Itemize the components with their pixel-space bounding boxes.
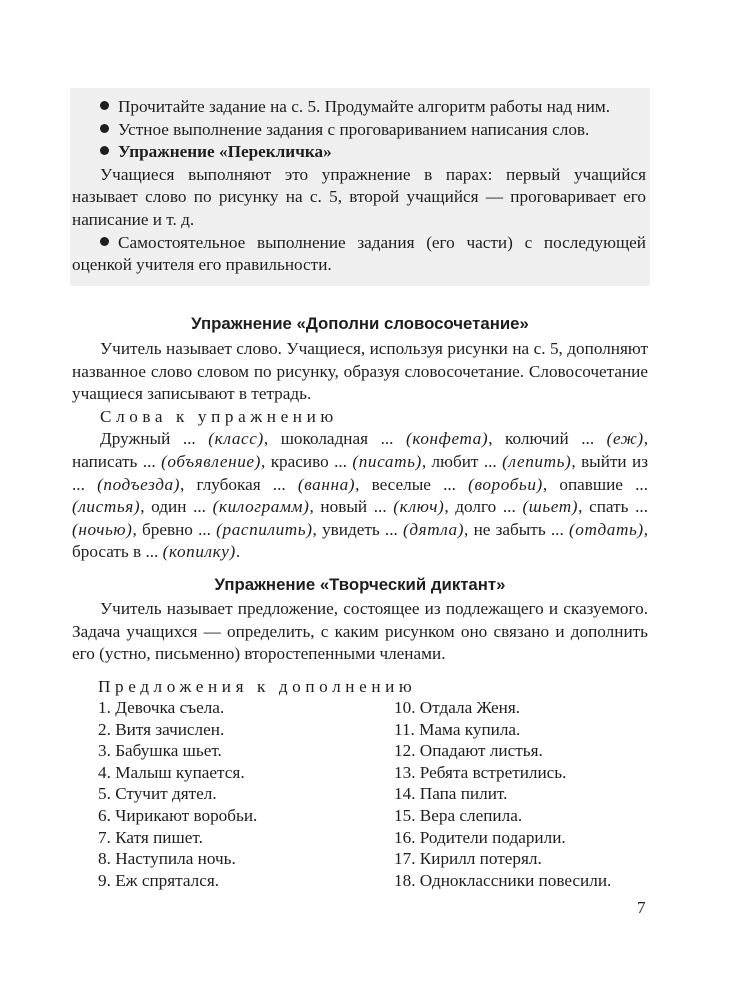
pair-word: один ... <box>151 497 213 517</box>
pair-answer: (ванна) <box>297 474 356 494</box>
pair-word: не забыть ... <box>473 519 569 539</box>
pair-answer: (шьет) <box>522 497 579 517</box>
sentence-item: 13. Ребята встретились. <box>394 762 567 782</box>
pair-word: выйти из ... <box>72 451 649 494</box>
bullet-icon <box>100 146 109 155</box>
pair-answer: (класс) <box>208 429 264 449</box>
pair-word: красиво ... <box>270 451 353 471</box>
pair-answer: (копилку) <box>162 542 236 562</box>
pair-answer: (отдать) <box>568 519 644 539</box>
sentence-item: 17. Кирилл потерял. <box>394 849 542 869</box>
page-number: 7 <box>637 898 646 917</box>
step-oral: Устное выполнение задания с проговариванием написания слов. <box>72 119 646 142</box>
sentence-column-right <box>394 697 694 891</box>
pair-answer: (листья) <box>72 497 141 517</box>
sentence-item: 7. Катя пишет. <box>98 827 203 847</box>
pair-answer: (еж) <box>606 429 644 449</box>
pair-word: написать ... <box>72 451 162 471</box>
pair-word: глубокая ... <box>196 474 298 494</box>
sentence-item: 1. Девочка съела. <box>98 698 225 717</box>
pair-word: новый ... <box>320 497 394 517</box>
pair-word: веселые ... <box>371 474 469 494</box>
section-word-combination <box>72 338 648 564</box>
section-subheading: Предложения к дополнению <box>98 677 417 696</box>
sentence-item: 10. Отдала Женя. <box>394 698 521 717</box>
method-steps <box>72 96 646 277</box>
pair-answer: (распилить) <box>216 519 313 539</box>
sentence-item: 15. Вера слепила. <box>394 805 523 825</box>
pair-word: увидеть ... <box>322 519 403 539</box>
sentence-item: 4. Малыш купается. <box>98 762 245 782</box>
pair-answer: (подъезда) <box>97 474 181 494</box>
sentence-item: 16. Родители подарили. <box>394 827 566 847</box>
pair-answer: (лепить) <box>502 451 572 471</box>
sentence-item: 18. Одноклассники повесили. <box>394 870 612 890</box>
sentence-item: 8. Наступила ночь. <box>98 849 236 869</box>
section-heading-creative-dictation: Упражнение «Творческий диктант» <box>214 575 506 594</box>
section-subheading: Слова к упражнению <box>100 406 338 426</box>
section-heading-word-combination: Упражнение «Дополни словосочетание» <box>191 314 529 333</box>
pair-word: долго ... <box>455 497 523 517</box>
sentence-item: 6. Чирикают воробьи. <box>98 805 258 825</box>
word-pairs: Дружный ... (класс), шоколадная ... (конфета), колючий ... (еж), написать ... (объявление), красиво ... (писать), любит ... (лепить), выйти из ... (подъезда), глубокая ... (ванна), веселые ... (воробьи), опавшие ... (листья), один ... (килограмм), новый ... (ключ), долго ... (шьет), спать ... (ночью), бревно ... (распилить), увидеть ... (дятла), не забыть ... (отдать), бросать в ... (копилку). <box>72 429 649 562</box>
bullet-icon <box>100 101 109 110</box>
bullet-icon <box>100 124 109 133</box>
step-independent: Самостоятельное выполнение задания (его части) с последующей оценкой учителя его правильности. <box>72 232 646 275</box>
step-read-task: Прочитайте задание на с. 5. Продумайте алгоритм работы над ним. <box>72 96 646 119</box>
sentence-item: 14. Папа пилит. <box>394 784 508 804</box>
sentence-item: 3. Бабушка шьет. <box>98 741 222 761</box>
sentence-item: 11. Мама купила. <box>394 719 521 739</box>
pair-answer: (килограмм) <box>212 497 310 517</box>
pair-answer: (ключ) <box>393 497 445 517</box>
pair-word: шоколадная ... <box>280 429 407 449</box>
pair-word: любит ... <box>431 451 503 471</box>
pair-word: бревно ... <box>141 519 217 539</box>
pair-answer: (воробьи) <box>468 474 543 494</box>
sentence-column-left <box>98 697 398 891</box>
sentence-item: 12. Опадают листья. <box>394 741 543 761</box>
pair-answer: (писать) <box>352 451 422 471</box>
sentences-subheading-wrap <box>98 676 674 699</box>
sentence-item: 2. Витя зачислен. <box>98 719 225 739</box>
pair-word: Дружный ... <box>100 429 209 449</box>
sentence-item: 9. Еж спрятался. <box>98 870 220 890</box>
pair-answer: (объявление) <box>161 451 261 471</box>
pair-word: бросать в ... <box>72 542 163 562</box>
section-intro: Учитель называет предложение, состоящее из подлежащего и сказуемого. Задача учащихся — определить, с каким рисунком оно связано и дополнить его (устно, письменно) второстепенными членами. <box>72 599 648 664</box>
pair-word: опавшие ... <box>559 474 649 494</box>
pair-word: спать ... <box>589 497 648 517</box>
pair-answer: (конфета) <box>406 429 489 449</box>
sentence-item: 5. Стучит дятел. <box>98 784 217 804</box>
section-creative-dictation <box>72 598 648 666</box>
pair-answer: (дятла) <box>403 519 465 539</box>
pair-answer: (ночью) <box>72 519 133 539</box>
step-exercise-description: Учащиеся выполняют это упражнение в парах: первый учащийся называет слово по рисунку на с. 5, второй учащийся — проговаривает его написание и т. д. <box>72 164 646 229</box>
section-intro: Учитель называет слово. Учащиеся, используя рисунки на с. 5, дополняют названное слово словом по рисунку, образуя словосочетание. Словосочетание учащиеся записывают в тетрадь. <box>72 339 648 404</box>
pair-word: колючий ... <box>505 429 607 449</box>
bullet-icon <box>100 237 109 246</box>
step-exercise-title: Упражнение «Перекличка» <box>72 141 646 164</box>
